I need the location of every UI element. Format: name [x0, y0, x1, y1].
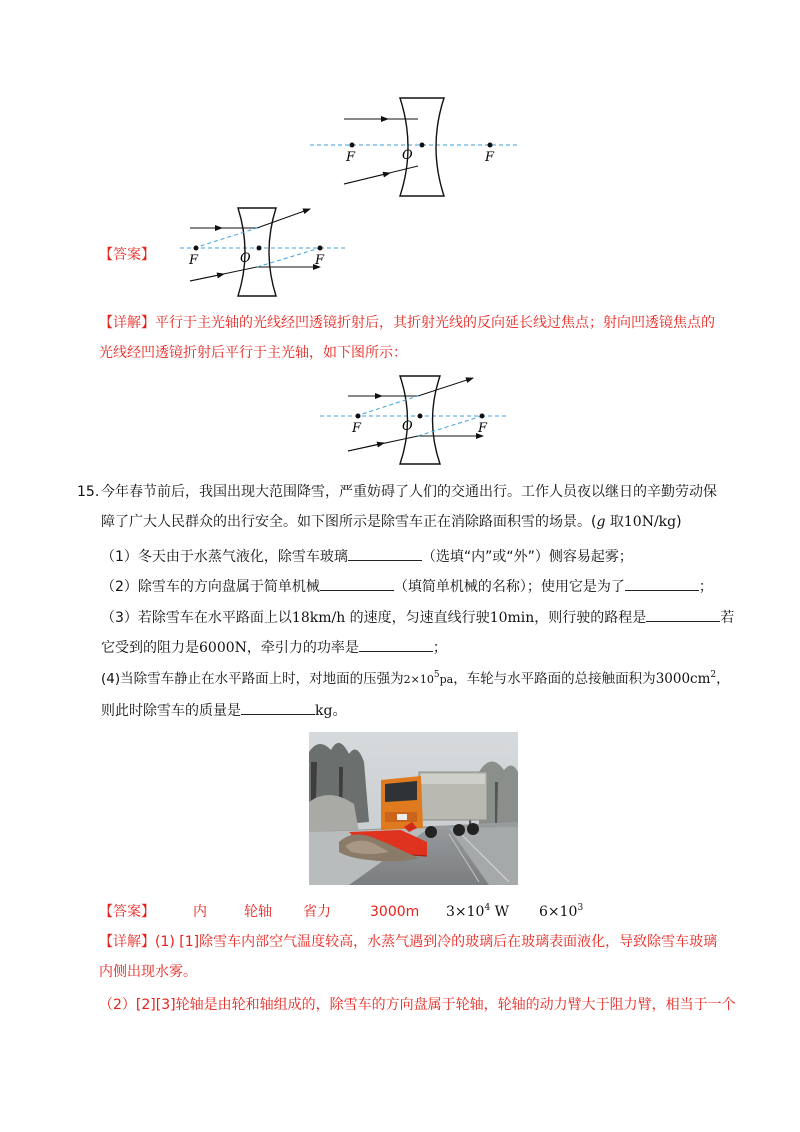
svg-text:F: F — [315, 253, 325, 268]
answer15-detail-line1: 【详解】(1) [1]除雪车内部空气温度较高，水蒸气遇到冷的玻璃后在玻璃表面液化，导致除雪车玻璃 — [99, 934, 718, 950]
label-F-left: F — [346, 150, 356, 165]
detail-lens-diagram — [318, 373, 513, 468]
question15-part3-line2: 它受到的阻力是6000N，牵引力的功率是 ； — [101, 637, 447, 658]
answer14-tag: 【答案】 — [99, 247, 155, 263]
question15-part4-line2: 则此时除雪车的质量是 kg。 — [101, 700, 346, 721]
svg-text:F: F — [352, 421, 362, 436]
answer15-a3: 省力 — [303, 904, 331, 920]
label-F-right: F — [485, 150, 495, 165]
question15-part3-line1: （3）若除雪车在水平路面上以18km/h 的速度，匀速直线行驶10min，则行驶的路程是 若 — [101, 607, 734, 628]
answer15-a4: 3000m — [370, 904, 420, 920]
answer15-a5: $3\times 10^4$ W — [446, 903, 510, 920]
answer-blank-4[interactable] — [646, 607, 720, 622]
question-lens-diagram — [300, 92, 525, 202]
question15-part4-line1: (4)当除雪车静止在水平路面上时，对地面的压强为$2\times 10^5pa$，车轮与水平路面的总接触面积为$3000cm^2$， — [101, 670, 730, 687]
question15-stem-line2: 障了广大人民群众的出行安全。如下图所示是除雪车正在消除路面积雪的场景。(g 取10N/kg) — [101, 514, 682, 530]
answer14-detail-line1: 【详解】平行于主光轴的光线经凹透镜折射后，其折射光线的反向延长线过焦点；射向凹透镜焦点的 — [99, 315, 715, 331]
snowplow-photo — [309, 732, 518, 885]
question15-part2: （2）除雪车的方向盘属于简单机械 （填简单机械的名称）；使用它是为了 ； — [101, 576, 713, 597]
answer-blank-2[interactable] — [320, 576, 394, 591]
answer14-detail-line2: 光线经凹透镜折射后平行于主光轴，如下图所示： — [99, 345, 407, 361]
answer15-a1: 内 — [193, 904, 207, 920]
answer15-detail-line2: 内侧出现水雾。 — [99, 964, 197, 980]
svg-text:O: O — [240, 251, 251, 266]
answer-blank-6[interactable] — [241, 700, 315, 715]
answer15-a2: 轮轴 — [244, 904, 272, 920]
answer15-a6: $6\times 10^3$ — [539, 903, 584, 920]
answer15-tag: 【答案】 — [99, 904, 155, 920]
answer-blank-5[interactable] — [359, 637, 433, 652]
answer-lens-diagram — [180, 205, 350, 300]
question15-stem-line1: 今年春节前后，我国出现大范围降雪，严重妨碍了人们的交通出行。工作人员夜以继日的辛勤劳动保 — [101, 484, 717, 500]
answer-blank-1[interactable] — [348, 546, 422, 561]
question15-part1: （1）冬天由于水蒸气液化，除雪车玻璃 （选填“内”或“外”）侧容易起雾； — [101, 546, 633, 567]
question15-number: 15. — [77, 484, 100, 500]
svg-text:O: O — [402, 419, 413, 434]
svg-text:F: F — [189, 253, 199, 268]
answer15-detail-line3: （2）[2][3]轮轴是由轮和轴组成的，除雪车的方向盘属于轮轴，轮轴的动力臂大于阻力臂，相当于一个 — [99, 997, 736, 1013]
label-O: O — [402, 148, 413, 163]
svg-text:F: F — [478, 421, 488, 436]
answer-blank-3[interactable] — [625, 576, 699, 591]
